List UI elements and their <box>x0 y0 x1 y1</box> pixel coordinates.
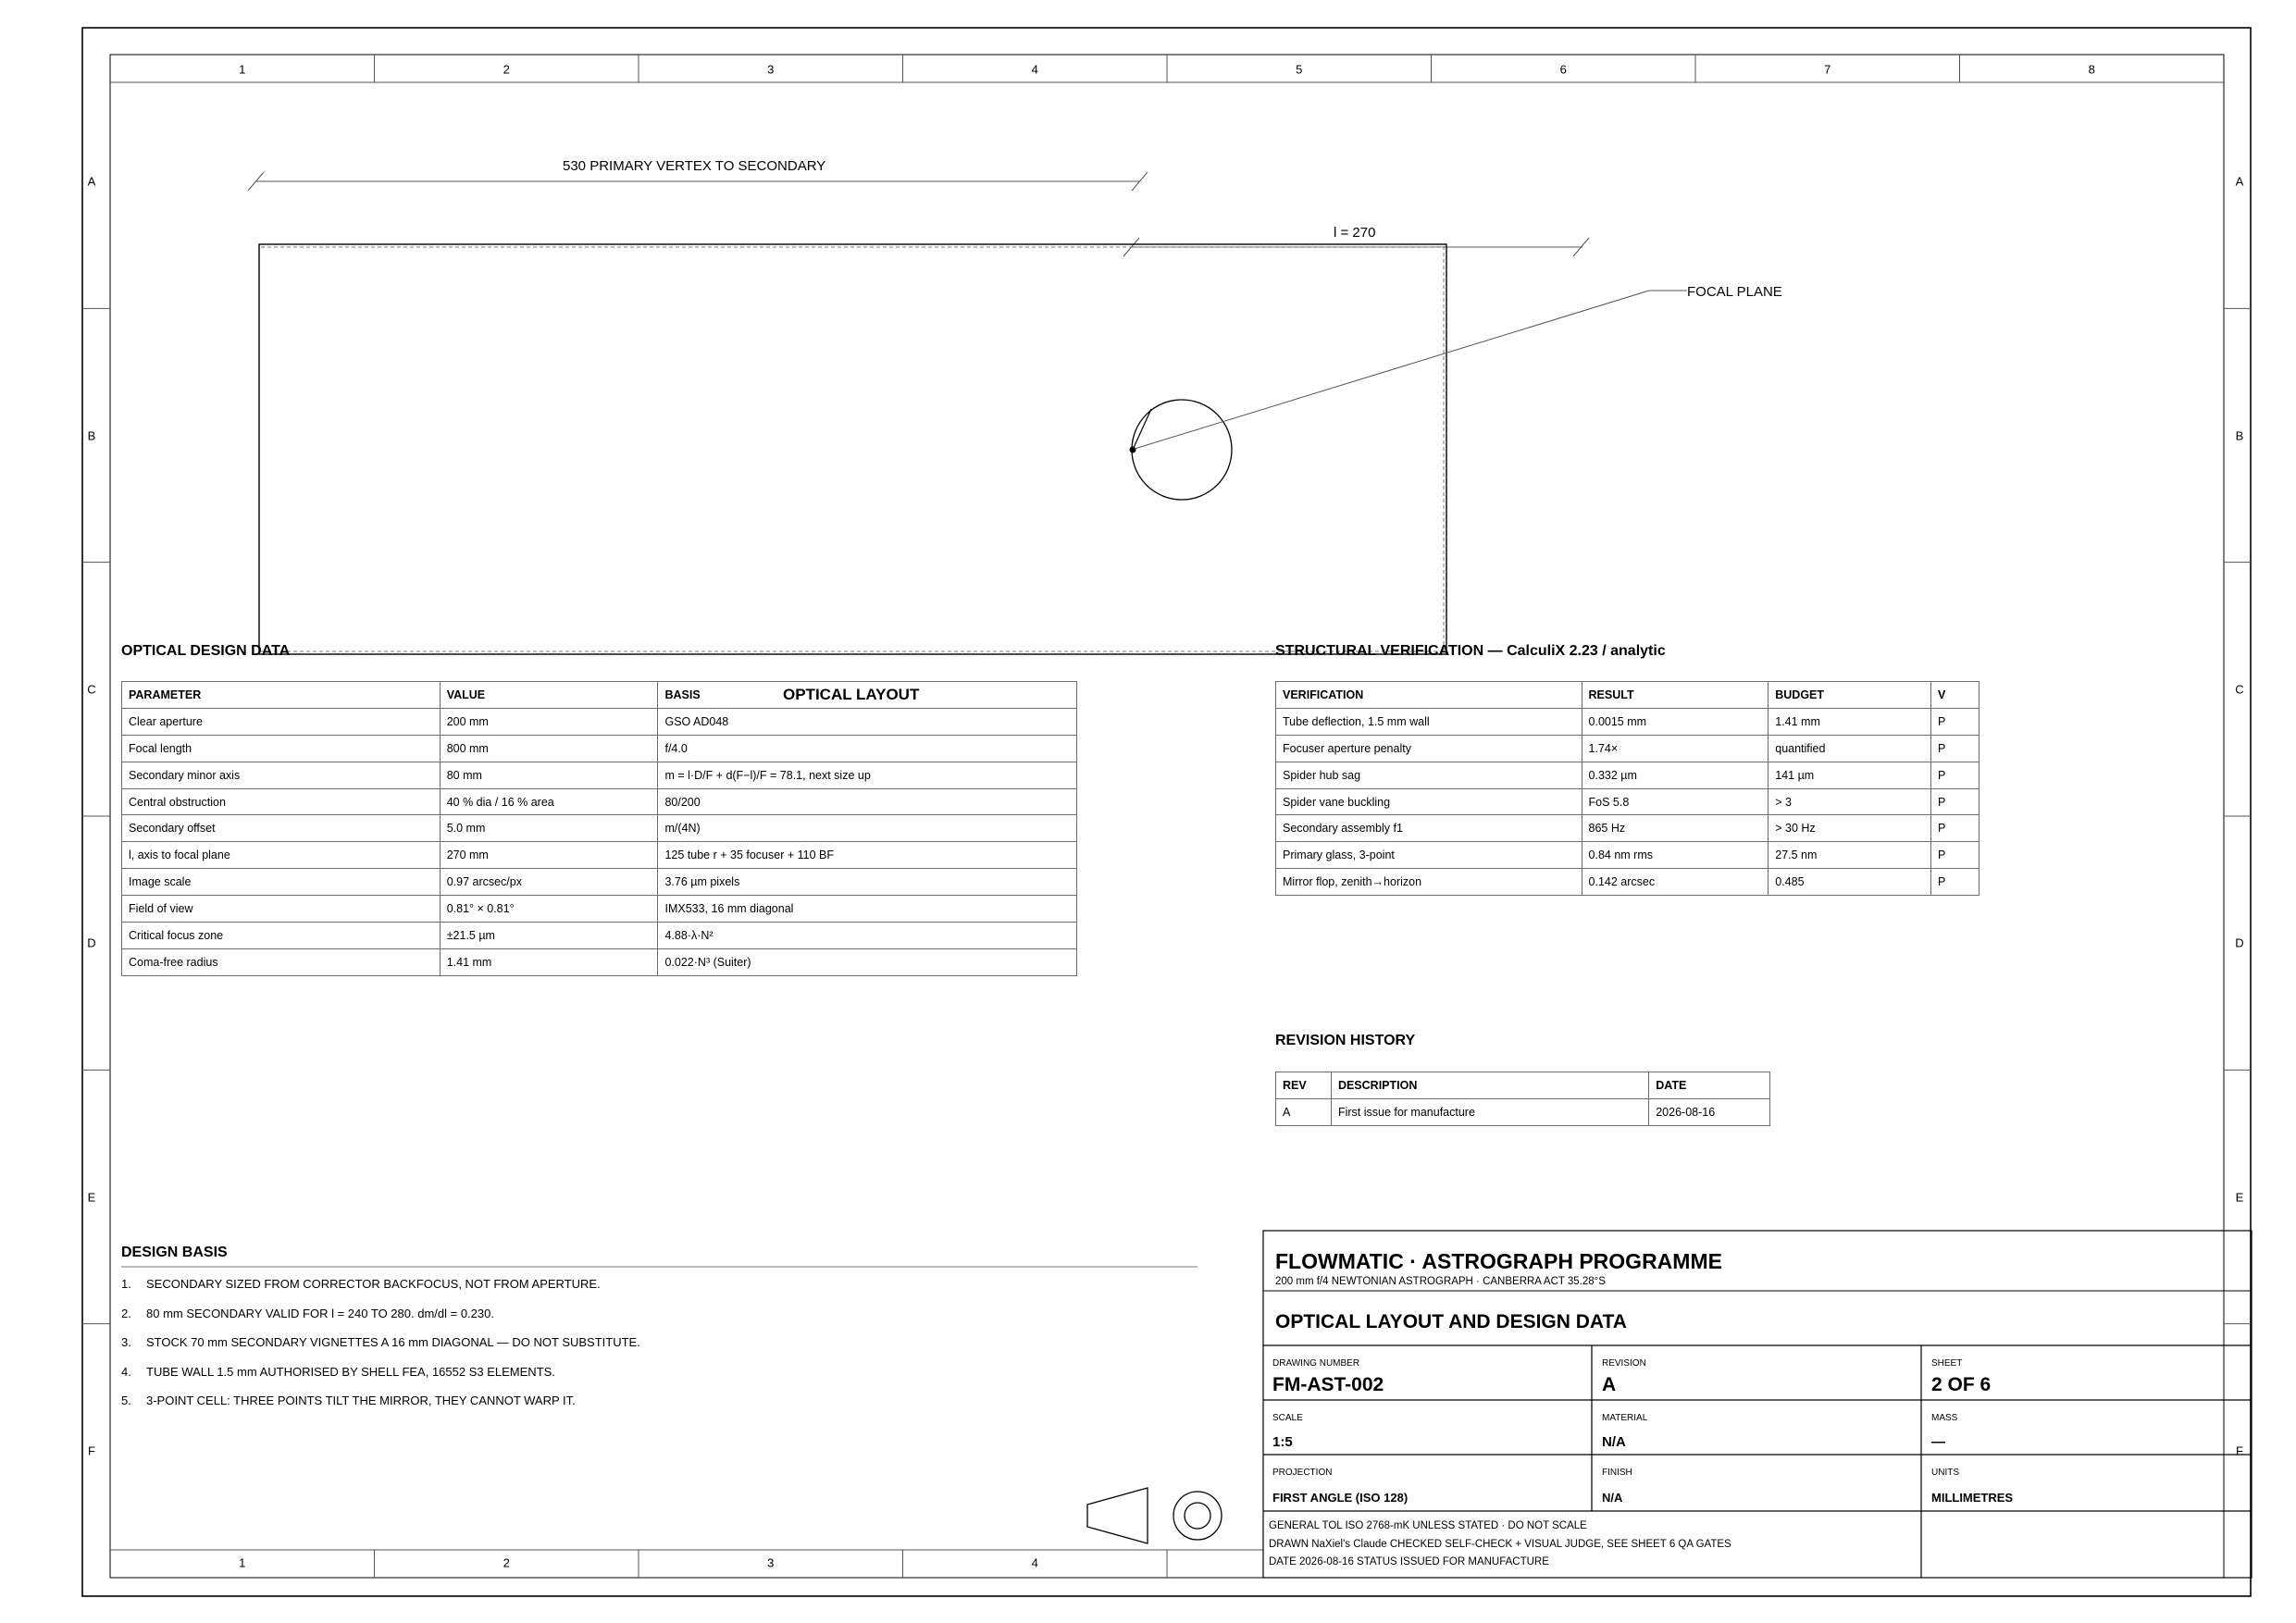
optical-design-data-title: OPTICAL DESIGN DATA <box>121 643 291 659</box>
optical-design-data-header-cell: BASIS <box>658 682 1077 709</box>
structural-verification-cell: Spider vane buckling <box>1276 788 1582 815</box>
note-number: 5. <box>121 1394 131 1408</box>
structural-verification-cell: P <box>1931 815 1980 842</box>
zone-label: 3 <box>767 1555 775 1570</box>
zone-label: 2 <box>503 1555 510 1570</box>
optical-design-data-cell: Coma-free radius <box>122 948 441 975</box>
title-block-subtitle: 200 mm f/4 NEWTONIAN ASTROGRAPH · CANBERRA ACT 35.28°S <box>1275 1276 1606 1287</box>
structural-verification-cell: quantified <box>1769 735 1931 762</box>
revision-history-cell: 2026-08-16 <box>1649 1098 1770 1125</box>
revision-label: REVISION <box>1602 1358 1646 1369</box>
zone-label: B <box>87 428 96 442</box>
drawing-number-label: DRAWING NUMBER <box>1272 1358 1360 1369</box>
note-text: TUBE WALL 1.5 mm AUTHORISED BY SHELL FEA, 16552 S3 ELEMENTS. <box>146 1364 555 1379</box>
date-status: DATE 2026-08-16 STATUS ISSUED FOR MANUFACTURE <box>1269 1556 1549 1567</box>
zone-label: 2 <box>503 62 510 77</box>
table-row <box>1276 1098 1770 1125</box>
optical-design-data-cell: 0.022·N³ (Suiter) <box>658 948 1077 975</box>
units-label: UNITS <box>1931 1468 1959 1478</box>
table-row <box>122 923 1077 949</box>
revision-history-cell: First issue for manufacture <box>1331 1098 1648 1125</box>
optical-design-data-cell: 125 tube r + 35 focuser + 110 BF <box>658 842 1077 869</box>
structural-verification-header-cell: BUDGET <box>1769 682 1931 709</box>
revision-history-header-cell: DATE <box>1649 1072 1770 1099</box>
note-number: 2. <box>121 1306 131 1320</box>
title-block-drawing-title: OPTICAL LAYOUT AND DESIGN DATA <box>1275 1311 1627 1332</box>
finish-label: FINISH <box>1602 1468 1632 1478</box>
table-row <box>122 788 1077 815</box>
optical-design-data-cell: Critical focus zone <box>122 923 441 949</box>
dim-530-label: 530 PRIMARY VERTEX TO SECONDARY <box>563 158 826 174</box>
zone-label: 4 <box>1031 62 1038 77</box>
structural-verification-header-cell: RESULT <box>1582 682 1769 709</box>
table-row <box>1276 762 1980 788</box>
optical-design-data-cell: Central obstruction <box>122 788 441 815</box>
structural-verification-cell: P <box>1931 869 1980 896</box>
optical-design-data-cell: 0.97 arcsec/px <box>440 869 658 896</box>
optical-design-data-cell: 80 mm <box>440 762 658 788</box>
optical-design-data-cell: Secondary minor axis <box>122 762 441 788</box>
mass-label: MASS <box>1931 1413 1958 1423</box>
table-row <box>122 735 1077 762</box>
zone-label: 6 <box>1559 62 1567 77</box>
structural-verification-cell: Tube deflection, 1.5 mm wall <box>1276 708 1582 735</box>
table-row <box>1276 708 1980 735</box>
zone-label: E <box>2235 1190 2244 1204</box>
zone-label: D <box>2235 935 2244 950</box>
zone-label: A <box>2235 174 2244 189</box>
structural-verification-table <box>1275 681 1980 896</box>
table-row <box>1276 788 1980 815</box>
focal-plane-label: FOCAL PLANE <box>1687 284 1782 300</box>
sheet-label: SHEET <box>1931 1358 1963 1369</box>
revision-history-header-cell: REV <box>1276 1072 1332 1099</box>
optical-design-data-header-cell: PARAMETER <box>122 682 441 709</box>
zone-label: 4 <box>1031 1555 1038 1570</box>
structural-verification-cell: > 30 Hz <box>1769 815 1931 842</box>
structural-verification-cell: P <box>1931 708 1980 735</box>
structural-verification-header-cell: VERIFICATION <box>1276 682 1582 709</box>
list-item <box>121 1277 640 1307</box>
note-number: 1. <box>121 1277 131 1291</box>
optical-design-data-cell: 5.0 mm <box>440 815 658 842</box>
design-basis-notes <box>121 1277 640 1423</box>
zone-label: C <box>2235 682 2244 697</box>
structural-verification-cell: FoS 5.8 <box>1582 788 1769 815</box>
zone-label: B <box>2235 428 2244 442</box>
table-row <box>122 708 1077 735</box>
dimension-530 <box>248 172 1148 191</box>
optical-design-data-cell: 200 mm <box>440 708 658 735</box>
focal-plane-leader <box>1135 291 1687 449</box>
zone-label: A <box>87 174 96 189</box>
zone-label: 8 <box>2088 62 2095 77</box>
table-row <box>122 948 1077 975</box>
projection-symbol-icon <box>1087 1488 1222 1543</box>
sheet-value: 2 OF 6 <box>1931 1374 1992 1395</box>
optical-layout-label: OPTICAL LAYOUT <box>783 686 920 703</box>
zone-label: 7 <box>1824 62 1831 77</box>
optical-design-data-cell: Focal length <box>122 735 441 762</box>
focuser-circle <box>1130 400 1232 500</box>
table-row <box>122 842 1077 869</box>
optical-design-data-cell: l, axis to focal plane <box>122 842 441 869</box>
material-value: N/A <box>1602 1434 1626 1450</box>
structural-verification-cell: P <box>1931 762 1980 788</box>
optical-design-data-cell: 80/200 <box>658 788 1077 815</box>
list-item <box>121 1307 640 1336</box>
scale-label: SCALE <box>1272 1413 1303 1423</box>
table-row <box>122 869 1077 896</box>
structural-verification-cell: 865 Hz <box>1582 815 1769 842</box>
structural-verification-cell: 0.485 <box>1769 869 1931 896</box>
structural-verification-cell: 1.41 mm <box>1769 708 1931 735</box>
list-item <box>121 1365 640 1394</box>
revision-history-cell: A <box>1276 1098 1332 1125</box>
table-row <box>1276 815 1980 842</box>
zone-label: 3 <box>767 62 775 77</box>
zone-label: F <box>88 1443 95 1458</box>
finish-value: N/A <box>1602 1491 1623 1505</box>
table-row <box>1276 735 1980 762</box>
structural-verification-cell: P <box>1931 735 1980 762</box>
table-row <box>1276 869 1980 896</box>
material-label: MATERIAL <box>1602 1413 1648 1423</box>
optical-design-data-cell: 3.76 µm pixels <box>658 869 1077 896</box>
zone-label: 1 <box>239 1555 246 1570</box>
structural-verification-cell: P <box>1931 788 1980 815</box>
optical-design-data-cell: 800 mm <box>440 735 658 762</box>
table-row <box>122 762 1077 788</box>
optical-design-data-cell: Field of view <box>122 896 441 923</box>
projection-label: PROJECTION <box>1272 1468 1333 1478</box>
optical-design-data-cell: GSO AD048 <box>658 708 1077 735</box>
structural-verification-cell: Secondary assembly f1 <box>1276 815 1582 842</box>
zone-label: E <box>87 1190 96 1204</box>
structural-verification-cell: Mirror flop, zenith→horizon <box>1276 869 1582 896</box>
note-text: 80 mm SECONDARY VALID FOR l = 240 TO 280. dm/dl = 0.230. <box>146 1306 494 1320</box>
structural-verification-cell: 0.142 arcsec <box>1582 869 1769 896</box>
drawn-checked: DRAWN NaXiel's Claude CHECKED SELF-CHECK + VISUAL JUDGE, SEE SHEET 6 QA GATES <box>1269 1539 1731 1550</box>
table-row <box>1276 842 1980 869</box>
structural-verification-cell: 1.74× <box>1582 735 1769 762</box>
structural-verification-header-cell: V <box>1931 682 1980 709</box>
design-basis-title: DESIGN BASIS <box>121 1245 228 1260</box>
optical-design-data-cell: Image scale <box>122 869 441 896</box>
zone-label: 1 <box>239 62 246 77</box>
optical-design-data-cell: 4.88·λ·N² <box>658 923 1077 949</box>
structural-verification-cell: Primary glass, 3-point <box>1276 842 1582 869</box>
table-row <box>122 896 1077 923</box>
optical-design-data-cell: Secondary offset <box>122 815 441 842</box>
optical-design-data-cell: IMX533, 16 mm diagonal <box>658 896 1077 923</box>
note-number: 4. <box>121 1364 131 1379</box>
optical-design-data-cell: f/4.0 <box>658 735 1077 762</box>
optical-design-data-cell: 40 % dia / 16 % area <box>440 788 658 815</box>
revision-history-header-cell: DESCRIPTION <box>1331 1072 1648 1099</box>
drawing-number: FM-AST-002 <box>1272 1374 1384 1395</box>
zone-label: D <box>87 935 96 950</box>
optical-design-data-cell: 1.41 mm <box>440 948 658 975</box>
structural-verification-cell: Spider hub sag <box>1276 762 1582 788</box>
projection-value: FIRST ANGLE (ISO 128) <box>1272 1491 1409 1505</box>
units-value: MILLIMETRES <box>1931 1491 2014 1505</box>
optical-design-data-cell: Clear aperture <box>122 708 441 735</box>
note-text: 3-POINT CELL: THREE POINTS TILT THE MIRROR, THEY CANNOT WARP IT. <box>146 1394 576 1408</box>
optical-design-data-cell: m/(4N) <box>658 815 1077 842</box>
optical-design-data-cell: 0.81° × 0.81° <box>440 896 658 923</box>
scale-value: 1:5 <box>1272 1434 1293 1450</box>
structural-verification-cell: Focuser aperture penalty <box>1276 735 1582 762</box>
zone-label: C <box>87 682 96 697</box>
optical-design-data-cell: 270 mm <box>440 842 658 869</box>
structural-verification-cell: 0.84 nm rms <box>1582 842 1769 869</box>
optical-design-data-cell: ±21.5 µm <box>440 923 658 949</box>
structural-verification-cell: 141 µm <box>1769 762 1931 788</box>
tube-outline <box>259 244 1446 654</box>
dim-l-label: l = 270 <box>1334 225 1376 241</box>
note-text: STOCK 70 mm SECONDARY VIGNETTES A 16 mm DIAGONAL — DO NOT SUBSTITUTE. <box>146 1335 640 1350</box>
optical-design-data-header-cell: VALUE <box>440 682 658 709</box>
optical-design-data-table <box>121 681 1077 976</box>
structural-verification-cell: P <box>1931 842 1980 869</box>
note-number: 3. <box>121 1335 131 1350</box>
structural-verification-cell: 0.0015 mm <box>1582 708 1769 735</box>
table-row <box>122 815 1077 842</box>
revision-history-title: REVISION HISTORY <box>1275 1033 1416 1048</box>
revision-history-table <box>1275 1072 1770 1126</box>
list-item <box>121 1335 640 1365</box>
structural-verification-title: STRUCTURAL VERIFICATION — CalculiX 2.23 / analytic <box>1275 643 1666 659</box>
list-item <box>121 1394 640 1423</box>
revision-value: A <box>1602 1374 1617 1395</box>
structural-verification-cell: 27.5 nm <box>1769 842 1931 869</box>
mass-value: — <box>1931 1434 1945 1450</box>
note-text: SECONDARY SIZED FROM CORRECTOR BACKFOCUS, NOT FROM APERTURE. <box>146 1277 601 1291</box>
general-tolerance: GENERAL TOL ISO 2768-mK UNLESS STATED · DO NOT SCALE <box>1269 1520 1587 1531</box>
title-block-company: FLOWMATIC · ASTROGRAPH PROGRAMME <box>1275 1249 1722 1273</box>
structural-verification-cell: > 3 <box>1769 788 1931 815</box>
zone-label: F <box>2236 1443 2243 1458</box>
structural-verification-cell: 0.332 µm <box>1582 762 1769 788</box>
optical-design-data-cell: m = l·D/F + d(F−l)/F = 78.1, next size up <box>658 762 1077 788</box>
zone-label: 5 <box>1296 62 1303 77</box>
